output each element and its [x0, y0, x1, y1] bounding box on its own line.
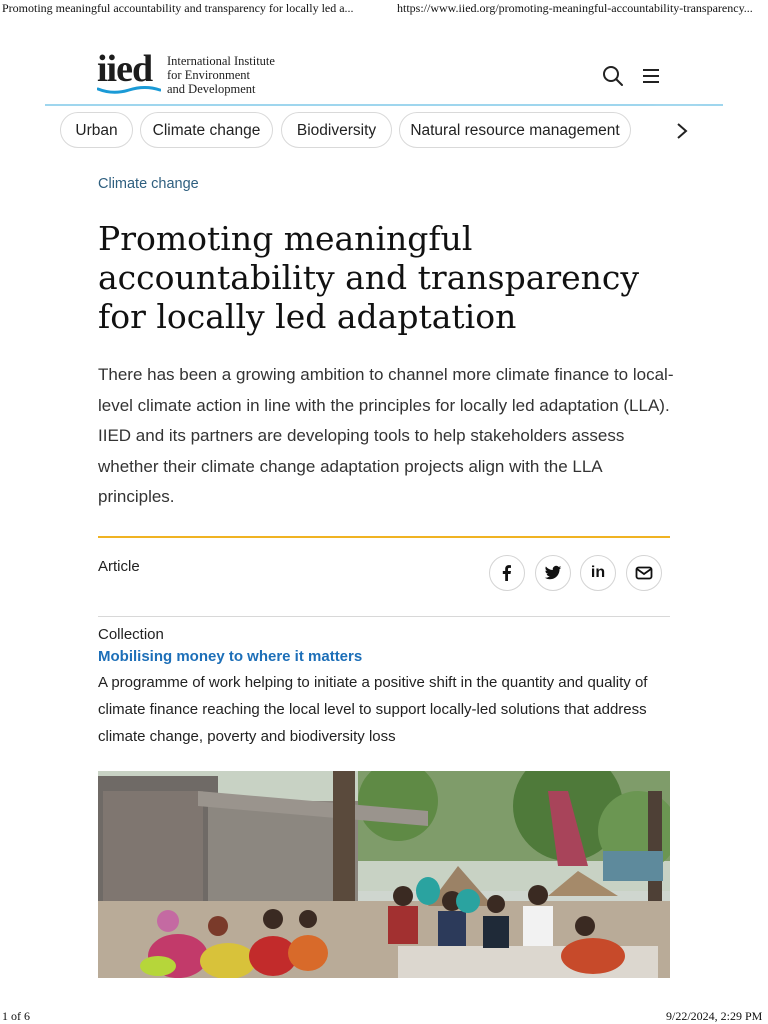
accent-divider: [98, 536, 670, 538]
collection-description: A programme of work helping to initiate a positive shift in the quantity and quality of climate finance reaching the local level to support locally-led solutions that address climate change, poverty and biodiversity loss: [98, 674, 648, 745]
logo-line-1: International Institute: [167, 54, 275, 68]
logo-text: [167, 54, 327, 96]
twitter-icon: [544, 564, 562, 582]
article-hero-image: [98, 771, 670, 978]
content-type-label: Article: [98, 558, 140, 575]
chevron-right-icon: [674, 122, 690, 140]
search-icon[interactable]: [601, 64, 625, 88]
share-facebook-button[interactable]: [489, 555, 525, 591]
print-header: [0, 0, 768, 16]
linkedin-icon: in: [590, 564, 606, 581]
section-divider: [98, 616, 670, 617]
article-intro: There has been a growing ambition to channel more climate finance to local-level climate action in line with the principles for locally led adaptation (LLA). IIED and its partners are developing tools to help stakeholders assess whether their climate change adaptation projects align with the LLA principles.: [98, 365, 674, 506]
logo-line-2: for Environment: [167, 68, 250, 82]
tab-natural-resource-management[interactable]: Natural resource management: [399, 112, 631, 148]
email-icon: [635, 564, 653, 582]
share-twitter-button[interactable]: [535, 555, 571, 591]
breadcrumb[interactable]: Climate change: [98, 176, 199, 192]
print-datetime: 9/22/2024, 2:29 PM: [666, 1009, 763, 1023]
collection-label: Collection: [98, 626, 164, 643]
collection-link[interactable]: Mobilising money to where it matters: [98, 648, 363, 665]
facebook-icon: [498, 564, 516, 582]
logo-wave-icon: [97, 86, 161, 96]
print-page-title: Promoting meaningful accountability and transparency for locally led a...: [2, 1, 354, 15]
page-title: Promoting meaningful accountability and transparency for locally led adaptation: [98, 219, 640, 336]
share-linkedin-button[interactable]: [580, 555, 616, 591]
share-email-button[interactable]: [626, 555, 662, 591]
logo-wordmark: iied: [97, 48, 153, 90]
tab-biodiversity[interactable]: Biodiversity: [281, 112, 392, 148]
print-page-url: https://www.iied.org/promoting-meaningful-accountability-transparency...: [397, 1, 753, 15]
tab-urban[interactable]: Urban: [60, 112, 133, 148]
tab-climate-change[interactable]: Climate change: [140, 112, 273, 148]
hamburger-menu-icon[interactable]: [639, 64, 663, 88]
print-page-number: 1 of 6: [2, 1009, 30, 1023]
logo-line-3: and Development: [167, 82, 256, 96]
site-header: [45, 44, 723, 106]
topic-tabs: [60, 112, 708, 152]
hero-photo-illustration: [98, 771, 670, 978]
tabs-next-button[interactable]: [656, 112, 708, 150]
